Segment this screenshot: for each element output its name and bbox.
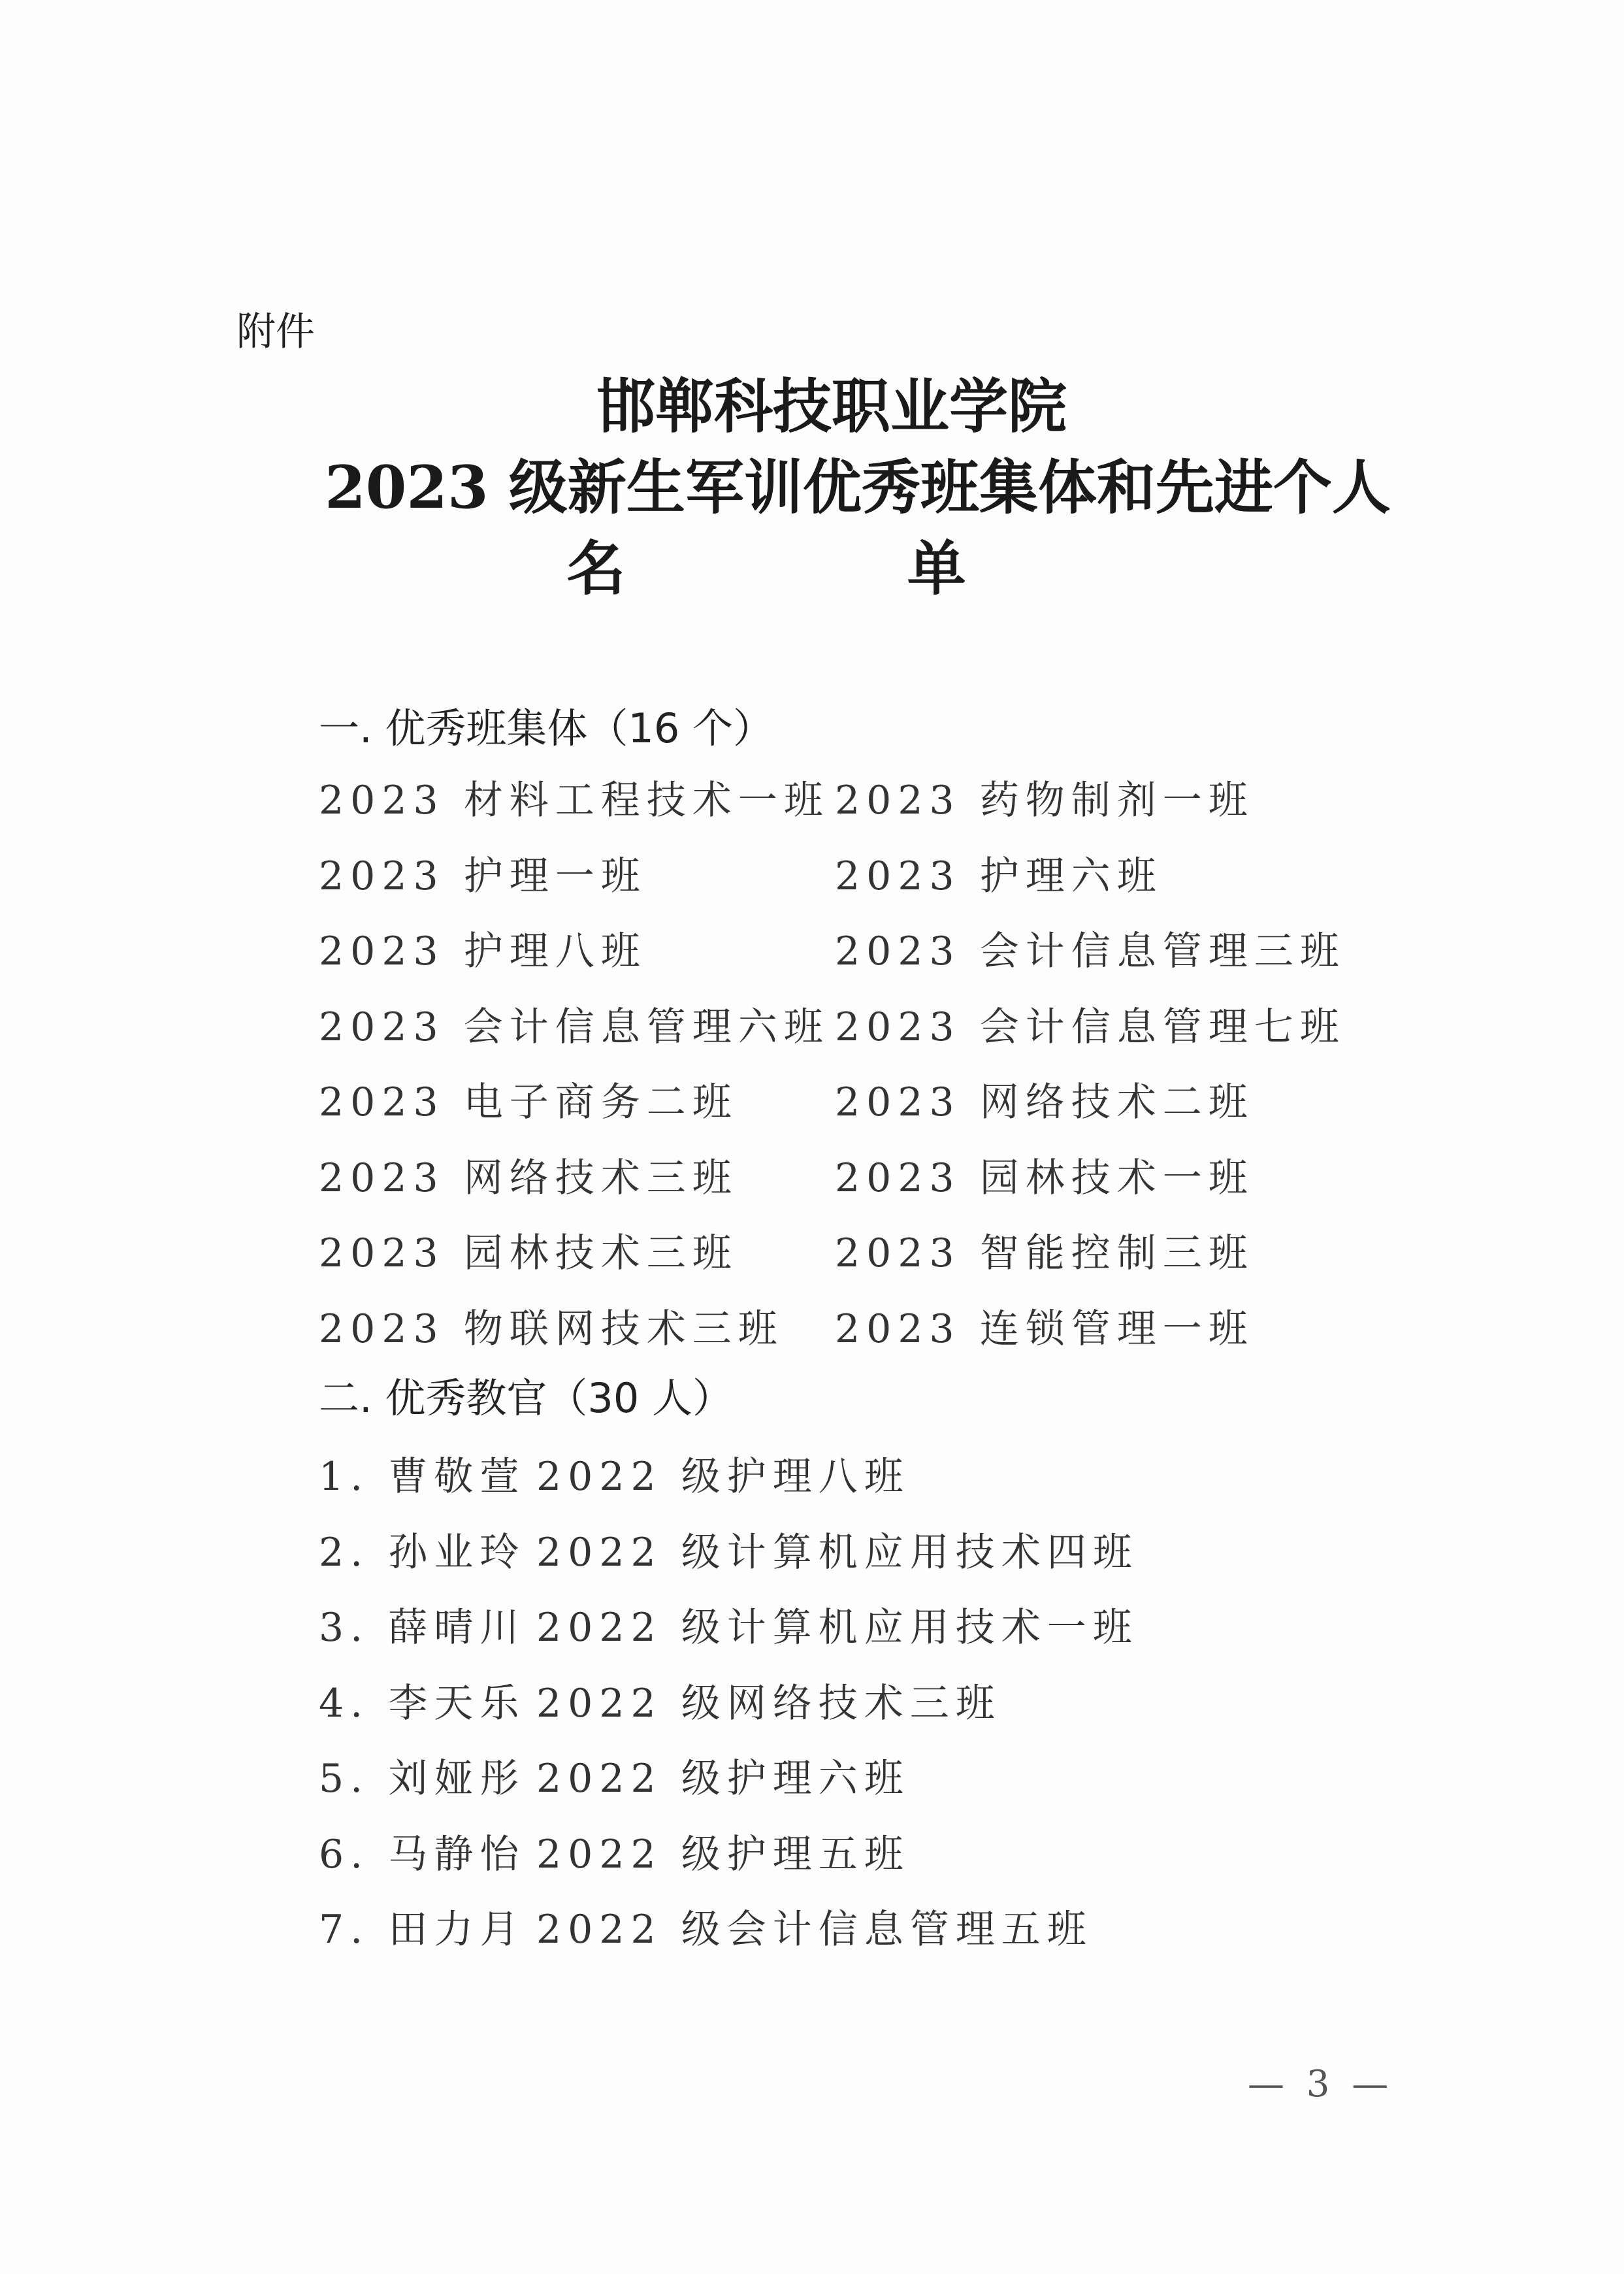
class-item: 2023 护理六班 [835, 853, 1163, 899]
instructor-class: 2022 级计算机应用技术一班 [536, 1605, 1139, 1651]
instructor-class: 2022 级护理八班 [536, 1454, 910, 1500]
instructor-row [319, 1900, 1364, 1976]
class-item: 2023 会计信息管理三班 [835, 929, 1346, 974]
instructor-name: 5. 刘娅彤 [319, 1756, 526, 1802]
instructor-name: 3. 薛晴川 [319, 1605, 526, 1651]
instructor-row [319, 1749, 1364, 1825]
class-item: 2023 连锁管理一班 [835, 1306, 1254, 1352]
class-item: 2023 园林技术一班 [835, 1155, 1254, 1201]
instructor-name: 2. 孙业玲 [319, 1529, 526, 1575]
instructor-name: 1. 曹敬萱 [319, 1454, 526, 1500]
class-item: 2023 护理八班 [319, 929, 647, 974]
class-item: 2023 物联网技术三班 [319, 1306, 784, 1352]
excellent-class-list [319, 771, 1364, 1375]
class-item: 2023 会计信息管理六班 [319, 1004, 830, 1050]
excellent-instructor-list [319, 1447, 1364, 1976]
class-row [319, 1073, 1364, 1149]
instructor-class: 2022 级护理六班 [536, 1756, 910, 1802]
instructor-class: 2022 级网络技术三班 [536, 1680, 1001, 1726]
class-item: 2023 药物制剂一班 [835, 778, 1254, 823]
page-number: — 3 — [1248, 2063, 1394, 2105]
class-item: 2023 网络技术二班 [835, 1079, 1254, 1125]
document-title [0, 366, 1624, 609]
class-row [319, 1300, 1364, 1376]
class-row [319, 998, 1364, 1074]
section-heading-excellent-classes: 一. 优秀班集体（16 个） [319, 704, 774, 752]
instructor-row [319, 1674, 1364, 1750]
class-item: 2023 网络技术三班 [319, 1155, 738, 1201]
class-row [319, 847, 1364, 923]
instructor-name: 6. 马静怡 [319, 1831, 526, 1877]
class-item: 2023 智能控制三班 [835, 1230, 1254, 1276]
class-item: 2023 园林技术三班 [319, 1230, 738, 1276]
title-line-subject: 2023 级新生军训优秀班集体和先进个人 [325, 453, 1391, 522]
class-row [319, 1149, 1364, 1225]
class-row [319, 771, 1364, 847]
instructor-name: 7. 田力月 [319, 1907, 526, 1953]
class-item: 2023 电子商务二班 [319, 1079, 738, 1125]
instructor-name: 4. 李天乐 [319, 1680, 526, 1726]
title-line-school: 邯郸科技职业学院 [596, 372, 1067, 441]
attachment-label: 附件 [236, 309, 315, 355]
section-heading-excellent-instructors: 二. 优秀教官（30 人） [319, 1374, 734, 1422]
class-item: 2023 护理一班 [319, 853, 647, 899]
instructor-class: 2022 级计算机应用技术四班 [536, 1529, 1139, 1575]
instructor-row [319, 1447, 1364, 1523]
instructor-row [319, 1598, 1364, 1674]
instructor-class: 2022 级护理五班 [536, 1831, 910, 1877]
class-item: 2023 材料工程技术一班 [319, 778, 830, 823]
class-item: 2023 会计信息管理七班 [835, 1004, 1346, 1050]
instructor-class: 2022 级会计信息管理五班 [536, 1907, 1093, 1953]
instructor-row [319, 1825, 1364, 1901]
title-line-list: 名 单 [566, 534, 1097, 603]
class-row [319, 922, 1364, 998]
class-row [319, 1224, 1364, 1300]
instructor-row [319, 1523, 1364, 1599]
